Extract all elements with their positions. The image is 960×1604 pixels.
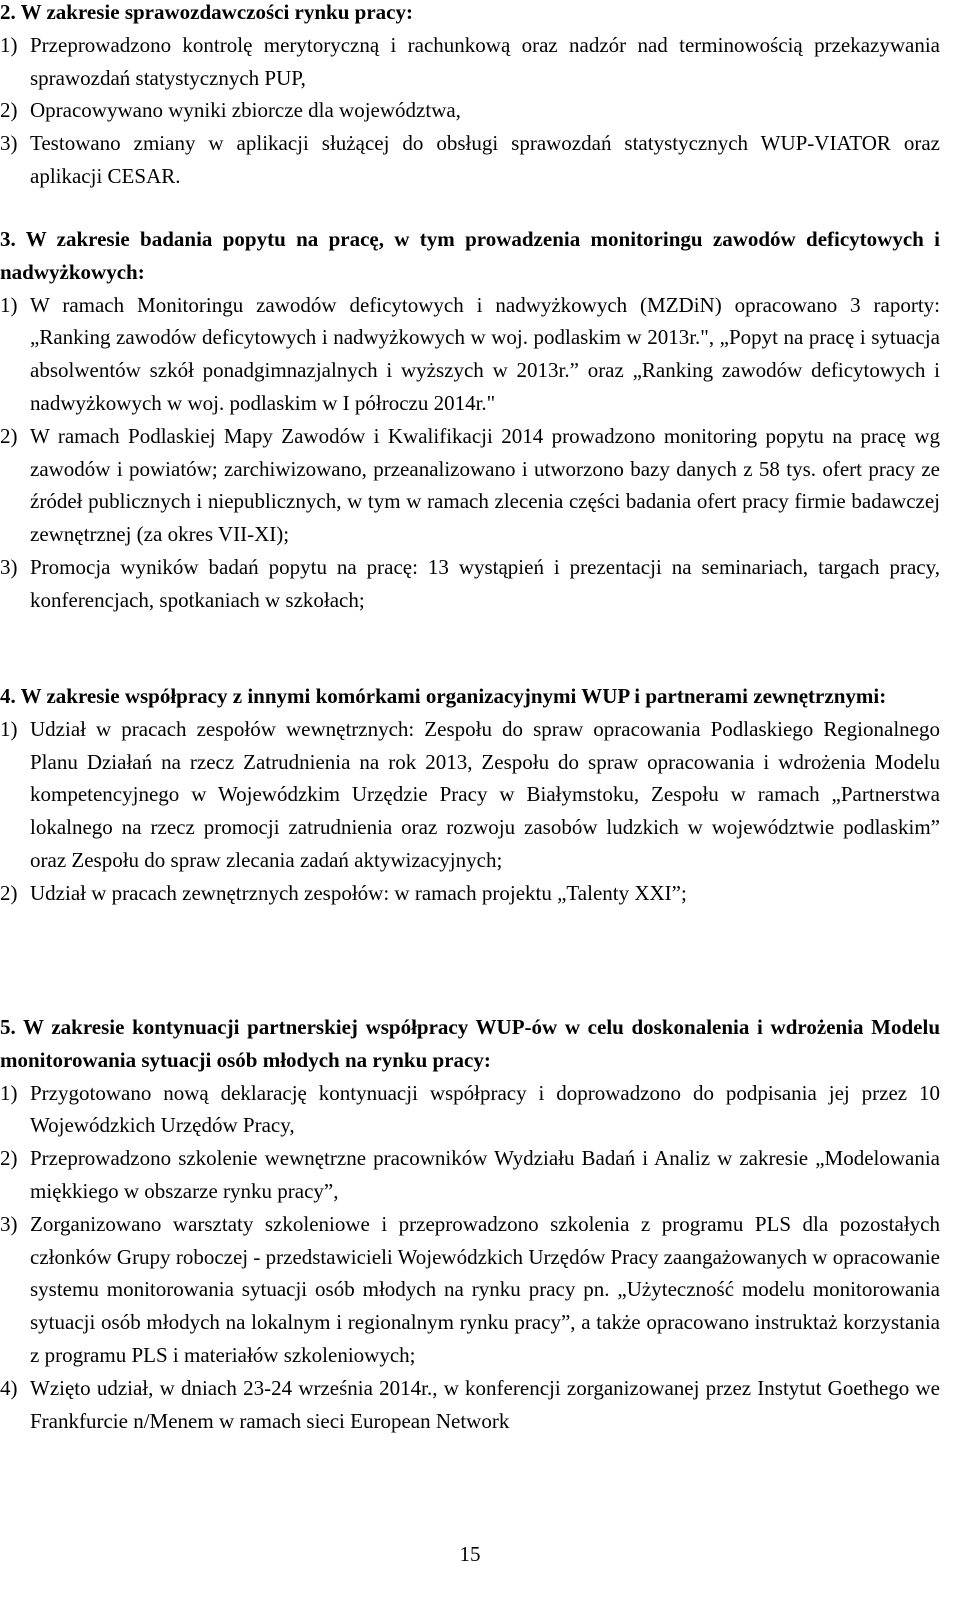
list-item [0,551,940,617]
section-heading: 2. W zakresie sprawozdawczości rynku pracy: [0,0,413,24]
item-text: W ramach Monitoringu zawodów deficytowych i nadwyżkowych (MZDiN) opracowano 3 raporty: „Ranking zawodów deficytowych i nadwyżkowych w woj. podlaskim w 2013r.", „Popyt na pracę i sytuacja absolwentów szkół ponadgimnazjalnych i wyższych w 2013r.” oraz „Ranking zawodów deficytowych i nadwyżkowych w woj. podlaskim w I półroczu 2014r." [30,292,940,415]
section-popyt [0,223,940,617]
item-text: Zorganizowano warsztaty szkoleniowe i przeprowadzono szkolenia z programu PLS dla pozostałych członków Grupy roboczej - przedstawicieli Wojewódzkich Urzędów Pracy zaangażowanych w opracowanie systemu monitorowania sytuacji osób młodych na rynku pracy pn. „Użyteczność modelu monitorowania sytuacji osób młodych na lokalnym i regionalnym rynku pracy”, a także opracowano instruktaż korzystania z programu PLS i materiałów szkoleniowych; [30,1211,940,1367]
item-text: Przygotowano nową deklarację kontynuacji współpracy i doprowadzono do podpisania jej przez 10 Wojewódzkich Urzędów Pracy, [30,1080,940,1138]
item-text: Udział w pracach zewnętrznych zespołów: w ramach projektu „Talenty XXI”; [30,880,687,905]
item-number: 3) [0,554,18,579]
list-item [0,94,940,127]
item-text: Przeprowadzono kontrolę merytoryczną i rachunkową oraz nadzór nad terminowością przekazywania sprawozdań statystycznych PUP, [30,32,940,90]
section-heading: 5. W zakresie kontynuacji partnerskiej współpracy WUP-ów w celu doskonalenia i wdrożenia Modelu monitorowania sytuacji osób młodych na rynku pracy: [0,1015,940,1072]
item-text: Promocja wyników badań popytu na pracę: 13 wystąpień i prezentacji na seminariach, targach pracy, konferencjach, spotkaniach w szkołach; [30,554,940,612]
item-number: 3) [0,131,18,156]
item-number: 3) [0,1211,18,1236]
section-wspolpraca [0,680,940,910]
list-item [0,1077,940,1143]
item-number: 1) [0,716,18,741]
item-number: 2) [0,880,18,905]
list-item [0,289,940,420]
item-number: 1) [0,292,18,317]
list-item [0,1142,940,1208]
item-text: Wzięto udział, w dniach 23-24 września 2014r., w konferencji zorganizowanej przez Instytut Goethego we Frankfurcie n/Menem w ramach sieci European Network [30,1375,940,1433]
list-item [0,127,940,193]
item-number: 4) [0,1375,18,1400]
item-number: 2) [0,98,18,123]
item-number: 2) [0,1146,18,1171]
section-heading: 4. W zakresie współpracy z innymi komórkami organizacyjnymi WUP i partnerami zewnętrznymi: [0,684,887,708]
item-number: 1) [0,1080,18,1105]
section-sprawozdawczosc [0,0,940,193]
section-kontynuacja [0,1011,940,1437]
list-item [0,29,940,95]
list-item [0,1372,940,1438]
item-number: 1) [0,32,18,57]
list-item [0,877,940,910]
item-text: W ramach Podlaskiej Mapy Zawodów i Kwalifikacji 2014 prowadzono monitoring popytu na pracę wg zawodów i powiatów; zarchiwizowano, przeanalizowano i utworzono bazy danych z 58 tys. ofert pracy ze źródeł publicznych i niepublicznych, w tym w ramach zlecenia części badania ofert pracy firmie badawczej zewnętrznej (za okres VII-XI); [30,423,940,547]
list-item [0,713,940,877]
page-number: 15 [459,1542,481,1566]
section-heading: 3. W zakresie badania popytu na pracę, w tym prowadzenia monitoringu zawodów deficytowych i nadwyżkowych: [0,227,940,284]
item-text: Testowano zmiany w aplikacji służącej do obsługi sprawozdań statystycznych WUP-VIATOR oraz aplikacji CESAR. [30,131,940,188]
item-text: Udział w pracach zespołów wewnętrznych: Zespołu do spraw opracowania Podlaskiego Regionalnego Planu Działań na rzecz Zatrudnienia na rok 2013, Zespołu do spraw opracowania i wdrożenia Modelu kompetencyjnego w Wojewódzkim Urzędzie Pracy w Białymstoku, Zespołu w ramach „Partnerstwa lokalnego na rzecz promocji zatrudnienia oraz rozwoju zasobów ludzkich w województwie podlaskim” oraz Zespołu do spraw zlecania zadań aktywizacyjnych; [30,716,940,872]
item-number: 2) [0,423,18,448]
item-text: Opracowywano wyniki zbiorcze dla województwa, [30,98,461,123]
list-item [0,420,940,551]
list-item [0,1208,940,1372]
item-text: Przeprowadzono szkolenie wewnętrzne pracowników Wydziału Badań i Analiz w zakresie „Modelowania miękkiego w obszarze rynku pracy”, [30,1146,940,1203]
